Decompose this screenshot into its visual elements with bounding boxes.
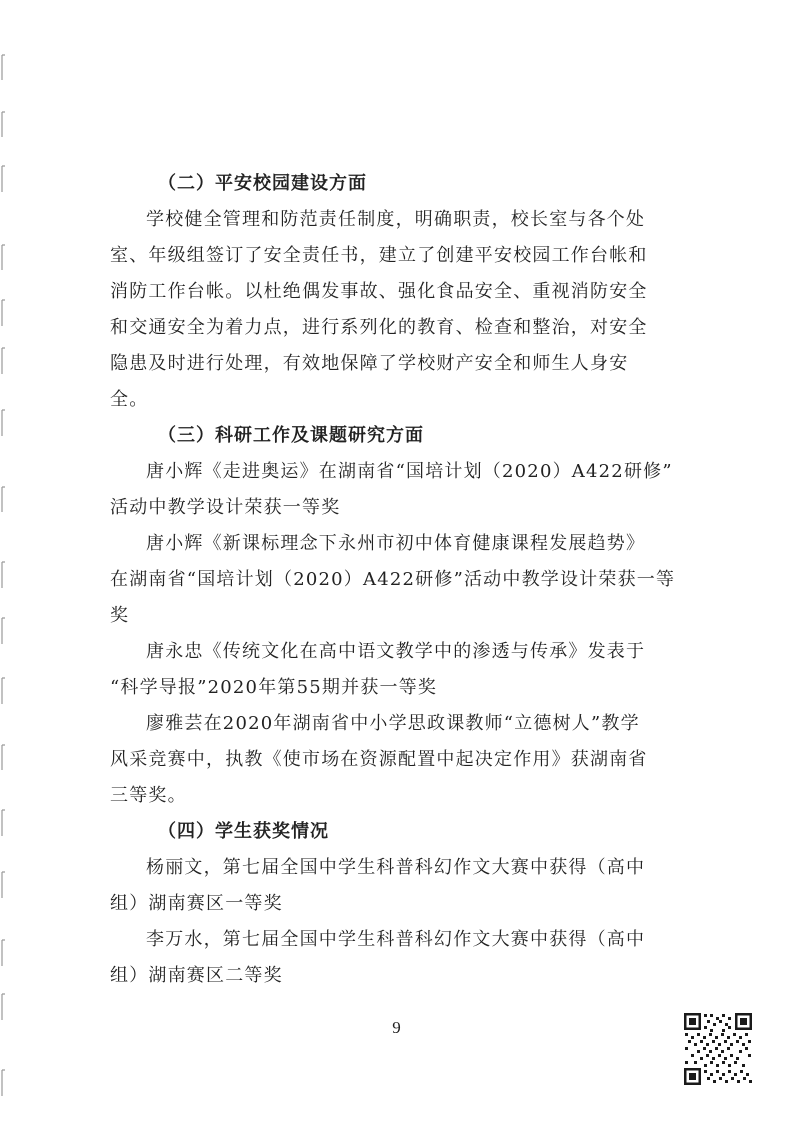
- text-line: 唐永忠《传统文化在高中语文教学中的渗透与传承》发表于: [146, 641, 646, 662]
- text-line: 杨丽文，第七届全国中学生科普科幻作文大赛中获得（高中: [146, 857, 646, 878]
- text-line: 风采竞赛中，执教《使市场在资源配置中起决定作用》获湖南省: [110, 749, 648, 770]
- text-line: 李万水，第七届全国中学生科普科幻作文大赛中获得（高中: [146, 929, 646, 950]
- page-number: 9: [392, 1018, 401, 1037]
- document-body: [110, 166, 690, 994]
- text-line: 组）湖南赛区一等奖: [110, 893, 283, 914]
- text-line: 隐患及时进行处理，有效地保障了学校财产安全和师生人身安: [110, 353, 629, 374]
- text-line: 在湖南省“国培计划（2020）A422研修”活动中教学设计荣获一等: [110, 569, 676, 590]
- section-heading: （二）平安校园建设方面: [158, 173, 367, 194]
- text-line: 和交通安全为着力点，进行系列化的教育、检查和整治，对安全: [110, 317, 648, 338]
- paragraph: [110, 850, 690, 922]
- binding-marks: [0, 0, 12, 1121]
- paragraph: [110, 706, 690, 814]
- text-line: 室、年级组签订了安全责任书，建立了创建平安校园工作台帐和: [110, 245, 648, 266]
- text-line: 活动中教学设计荣获一等奖: [110, 497, 341, 518]
- paragraph: [110, 202, 690, 418]
- text-line: 廖雅芸在2020年湖南省中小学思政课教师“立德树人”教学: [146, 713, 640, 734]
- text-line: 学校健全管理和防范责任制度，明确职责，校长室与各个处: [146, 209, 646, 230]
- qr-code-icon: [683, 1012, 753, 1086]
- text-line: 组）湖南赛区二等奖: [110, 965, 283, 986]
- text-line: 唐小辉《走进奥运》在湖南省“国培计划（2020）A422研修”: [146, 461, 673, 482]
- text-line: “科学导报”2020年第55期并获一等奖: [110, 677, 438, 698]
- paragraph: [110, 634, 690, 706]
- paragraph: [110, 526, 690, 634]
- section-heading: （三）科研工作及课题研究方面: [158, 425, 424, 446]
- paragraph: [110, 454, 690, 526]
- text-line: 三等奖。: [110, 785, 187, 806]
- text-line: 全。: [110, 389, 149, 410]
- text-line: 消防工作台帐。以杜绝偶发事故、强化食品安全、重视消防安全: [110, 281, 648, 302]
- text-line: 奖: [110, 605, 130, 626]
- text-line: 唐小辉《新课标理念下永州市初中体育健康课程发展趋势》: [146, 533, 646, 554]
- section-heading: （四）学生获奖情况: [158, 821, 329, 842]
- paragraph: [110, 922, 690, 994]
